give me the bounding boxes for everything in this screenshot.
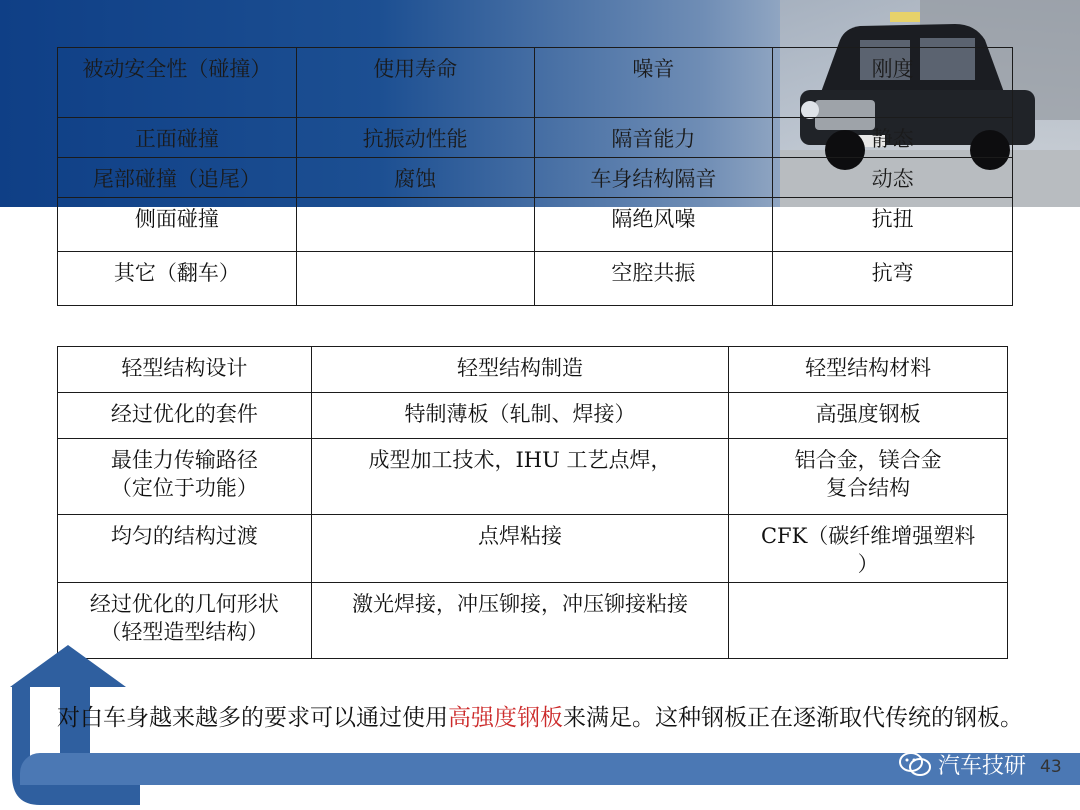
header-passive-safety: 被动安全性（碰撞） bbox=[58, 48, 297, 118]
caption-text-end: 来满足。这种钢板正在逐渐取代传统的钢板。 bbox=[563, 705, 1023, 731]
table-row bbox=[58, 393, 1008, 439]
requirements-table bbox=[57, 47, 1013, 306]
header-lightweight-manufacturing: 轻型结构制造 bbox=[311, 347, 729, 393]
header-noise: 噪音 bbox=[534, 48, 773, 118]
table-row bbox=[58, 583, 1008, 659]
table-cell: 均匀的结构过渡 bbox=[58, 515, 312, 583]
table-cell: 正面碰撞 bbox=[58, 118, 297, 158]
table-cell bbox=[296, 198, 534, 252]
table-row bbox=[58, 118, 1013, 158]
table-cell: 抗振动性能 bbox=[296, 118, 534, 158]
table-cell: 铝合金，镁合金 复合结构 bbox=[729, 439, 1008, 515]
header-service-life: 使用寿命 bbox=[296, 48, 534, 118]
table-cell: 隔音能力 bbox=[534, 118, 773, 158]
table-cell: 点焊粘接 bbox=[311, 515, 729, 583]
table-cell: 经过优化的套件 bbox=[58, 393, 312, 439]
table-cell: 腐蚀 bbox=[296, 158, 534, 198]
table-cell: 最佳力传输路径 （定位于功能） bbox=[58, 439, 312, 515]
table-cell: 其它（翻车） bbox=[58, 252, 297, 306]
body-caption bbox=[57, 702, 1057, 734]
table-cell: 空腔共振 bbox=[534, 252, 773, 306]
table-cell: CFK（碳纤维增强塑料 ） bbox=[729, 515, 1008, 583]
table-row bbox=[58, 198, 1013, 252]
table-row bbox=[58, 439, 1008, 515]
table-header-row bbox=[58, 347, 1008, 393]
table-cell: 高强度钢板 bbox=[729, 393, 1008, 439]
table-cell: 抗弯 bbox=[773, 252, 1013, 306]
table-cell: 成型加工技术，IHU 工艺点焊， bbox=[311, 439, 729, 515]
table-cell bbox=[729, 583, 1008, 659]
table-header-row bbox=[58, 48, 1013, 118]
caption-text: 对白车身越来越多的要求可以通过使用 bbox=[57, 705, 448, 731]
table-cell: 抗扭 bbox=[773, 198, 1013, 252]
table-cell: 特制薄板（轧制、焊接） bbox=[311, 393, 729, 439]
header-lightweight-materials: 轻型结构材料 bbox=[729, 347, 1008, 393]
brand-name: 汽车技研 bbox=[938, 753, 1027, 779]
header-stiffness: 刚度 bbox=[773, 48, 1013, 118]
table-cell: 经过优化的几何形状 （轻型造型结构） bbox=[58, 583, 312, 659]
page-number: 43 bbox=[1040, 757, 1062, 777]
brand-watermark bbox=[898, 749, 1026, 779]
table-row bbox=[58, 158, 1013, 198]
table-cell: 侧面碰撞 bbox=[58, 198, 297, 252]
lightweight-table bbox=[57, 346, 1008, 659]
caption-highlight: 高强度钢板 bbox=[448, 705, 563, 731]
table-cell: 尾部碰撞（追尾） bbox=[58, 158, 297, 198]
table-cell: 激光焊接，冲压铆接，冲压铆接粘接 bbox=[311, 583, 729, 659]
wechat-icon bbox=[898, 750, 932, 778]
table-cell: 动态 bbox=[773, 158, 1013, 198]
table-row bbox=[58, 515, 1008, 583]
table-cell: 隔绝风噪 bbox=[534, 198, 773, 252]
table-row bbox=[58, 252, 1013, 306]
table-cell: 静态 bbox=[773, 118, 1013, 158]
header-lightweight-design: 轻型结构设计 bbox=[58, 347, 312, 393]
table-cell: 车身结构隔音 bbox=[534, 158, 773, 198]
table-cell bbox=[296, 252, 534, 306]
